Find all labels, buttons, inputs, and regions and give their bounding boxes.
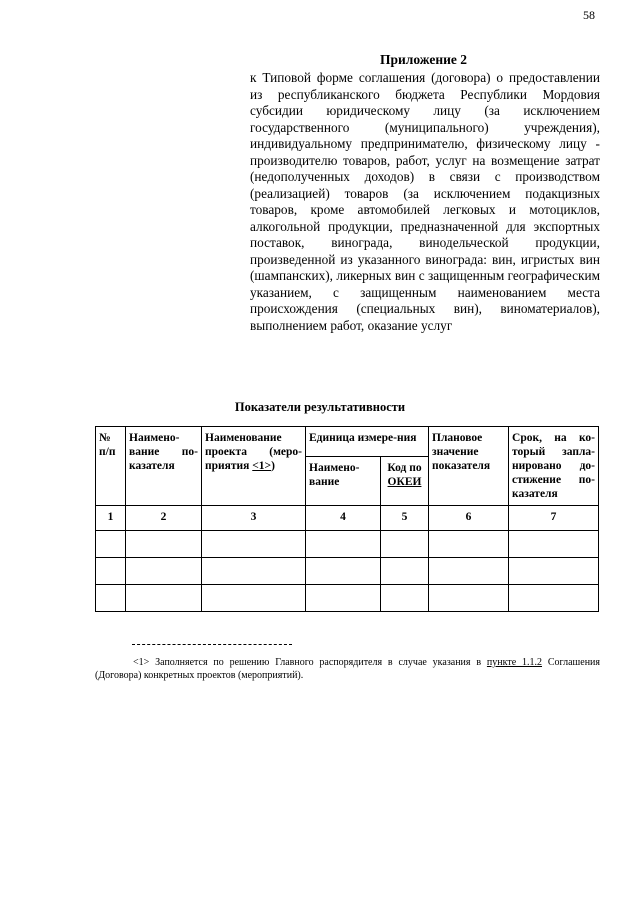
- indicators-table: [95, 426, 599, 612]
- column-number: 5: [381, 506, 429, 531]
- table-cell: [381, 585, 429, 612]
- header-unit: Единица измере-ния: [306, 427, 429, 457]
- table-cell: [202, 558, 306, 585]
- table-header-row: [96, 427, 599, 457]
- table-cell: [202, 585, 306, 612]
- table-row: [96, 558, 599, 585]
- table-cell: [306, 585, 381, 612]
- header-planned-value: Плановое значение показателя: [429, 427, 509, 506]
- table-row: [96, 585, 599, 612]
- header-unit-name: Наимено-вание: [306, 457, 381, 506]
- column-number: 7: [509, 506, 599, 531]
- table-row: [96, 531, 599, 558]
- appendix-text: к Типовой форме соглашения (договора) о предоставлении из республиканского бюджета Республики Мордовия субсидии юридическому лицу (за исключением государственного (муниципального) учреждения), индивидуальному предпринимателю, физическому лицу - производителю товаров, работ, услуг на возмещение затрат (недополученных доходов) в связи с производством (реализацией) товаров (за исключением подакцизных товаров, кроме автомобилей легковых и мотоциклов, алкогольной продукции, предназначенной для экспортных поставок, винограда, винодельческой продукции, произведенной из указанного винограда: вин, игристых вин (шампанских), ликерных вин с защищенным географическим указанием, с защищенным наименованием места происхождения (специальных вин), виноматериалов), выполнением работ, оказание услуг: [250, 70, 600, 333]
- table-cell: [381, 558, 429, 585]
- footnote-divider: [132, 644, 292, 645]
- column-number: 1: [96, 506, 126, 531]
- appendix-title: Приложение 2: [379, 52, 468, 67]
- column-number: 6: [429, 506, 509, 531]
- table-cell: [509, 558, 599, 585]
- table-cell: [509, 531, 599, 558]
- header-indicator-name: Наимено-вание по-казателя: [126, 427, 202, 506]
- table-cell: [306, 558, 381, 585]
- column-number: 3: [202, 506, 306, 531]
- header-project-name: Наименование проекта (меро-приятия <1>): [202, 427, 306, 506]
- footnote-ref-link[interactable]: <1>: [252, 460, 272, 472]
- table-cell: [96, 531, 126, 558]
- table-cell: [429, 558, 509, 585]
- header-deadline: Срок, на ко-торый запла-нировано до-стижение по-казателя: [509, 427, 599, 506]
- table-cell: [509, 585, 599, 612]
- table-cell: [96, 558, 126, 585]
- header-okei-code: Код по ОКЕИ: [381, 457, 429, 506]
- table-cell: [126, 531, 202, 558]
- table-cell: [429, 531, 509, 558]
- clause-link[interactable]: пункте 1.1.2: [486, 657, 543, 668]
- column-number-row: [96, 506, 599, 531]
- table-cell: [126, 585, 202, 612]
- table-cell: [429, 585, 509, 612]
- column-number: 2: [126, 506, 202, 531]
- page-number: 58: [583, 8, 595, 22]
- footnote: <1> Заполняется по решению Главного распорядителя в случае указания в пункте 1.1.2 Соглашения (Договора) конкретных проектов (мероприятий).: [95, 657, 600, 681]
- column-number: 4: [306, 506, 381, 531]
- table-cell: [306, 531, 381, 558]
- section-title: Показатели результативности: [234, 400, 406, 414]
- table-cell: [381, 531, 429, 558]
- header-num: № п/п: [96, 427, 126, 506]
- table-cell: [202, 531, 306, 558]
- table-cell: [96, 585, 126, 612]
- table-cell: [126, 558, 202, 585]
- okei-link[interactable]: ОКЕИ: [387, 476, 422, 489]
